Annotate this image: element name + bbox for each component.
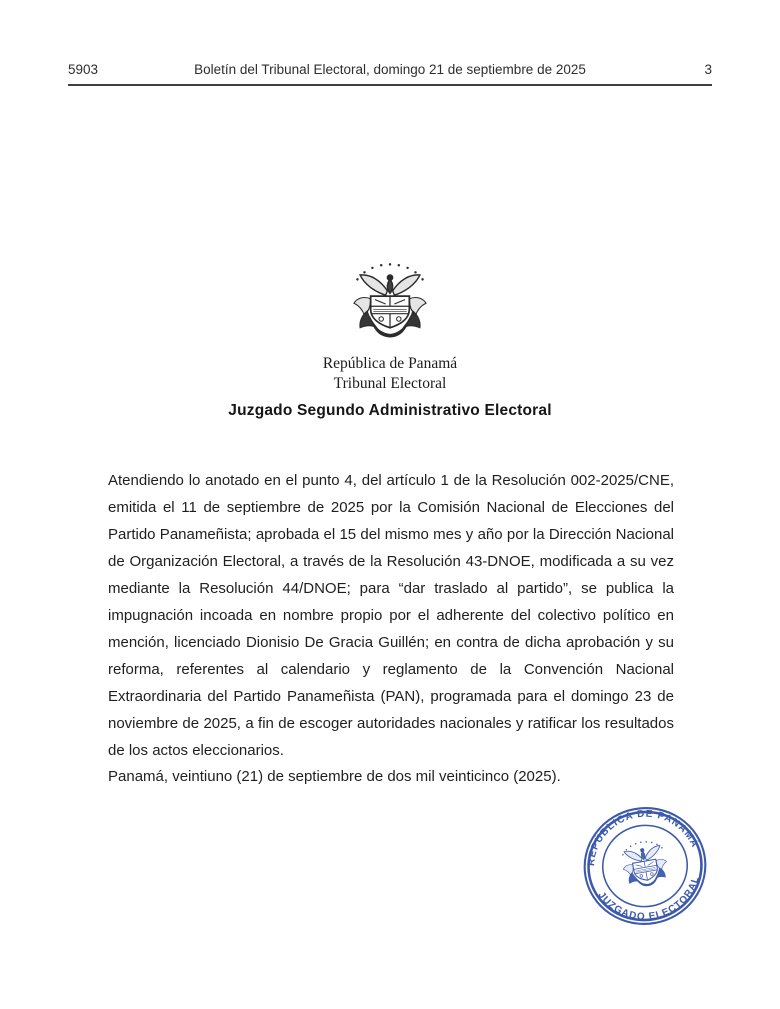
panama-coat-of-arms-icon bbox=[346, 260, 434, 348]
bulletin-number: 5903 bbox=[68, 62, 99, 77]
page-number: 3 bbox=[704, 62, 712, 77]
stamp-top-text: REPÚBLICA DE PANAMÁ bbox=[585, 808, 701, 867]
official-stamp bbox=[580, 803, 710, 929]
stamp-bottom-text: JUZGADO ELECTORAL bbox=[595, 874, 702, 923]
section-heading: Juzgado Segundo Administrativo Electoral bbox=[228, 402, 552, 419]
date-line: Panamá, veintiuno (21) de septiembre de dos mil veinticinco (2025). bbox=[108, 768, 561, 785]
stamp-bottom-text-node bbox=[595, 873, 708, 929]
emblem-caption-republica: República de Panamá bbox=[322, 355, 458, 372]
body-paragraph: Atendiendo lo anotado en el punto 4, del artículo 1 de la Resolución 002-2025/CNE, emitida el 11 de septiembre de 2025 por la Comisión Nacional de Elecciones del Partido Panameñista; aprobada el 15 del mismo mes y año por la Dirección Nacional de Organización Electoral, a través de la Resolución 43-DNOE, modificada a su vez mediante la Resolución 44/DNOE; para “dar traslado al partido”, se publica la impugnación incoada en nombre propio por el adherente del colectivo político en mención, licenciado Dionisio De Gracia Guillén; en contra de dicha aprobación y su reforma, referentes al calendario y reglamento de la Convención Nacional Extraordinaria del Partido Panameñista (PAN), programada para el domingo 23 de noviembre de 2025, a fin de escoger autoridades nacionales y ratificar los resultados de los actos eleccionarios. bbox=[108, 472, 674, 759]
emblem-caption-tribunal: Tribunal Electoral bbox=[333, 375, 447, 392]
stamp-coat-of-arms-icon bbox=[619, 838, 670, 890]
page-header bbox=[68, 60, 712, 86]
emblem-block bbox=[0, 260, 780, 393]
header-title: Boletín del Tribunal Electoral, domingo 21 de septiembre de 2025 bbox=[194, 62, 586, 77]
